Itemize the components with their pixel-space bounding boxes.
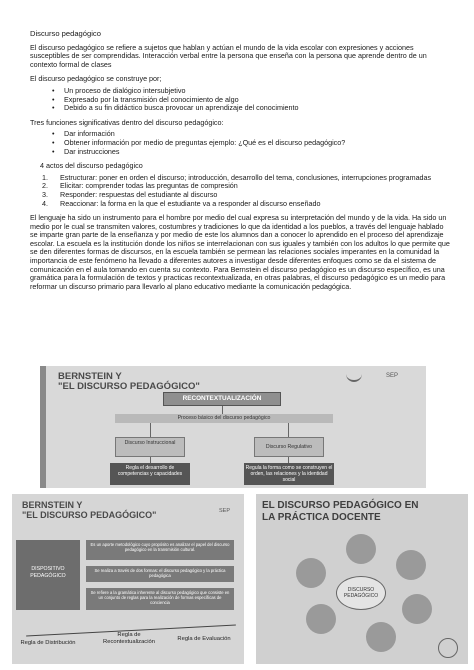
logo-text: SEP <box>385 373 398 379</box>
figure-title-line: EL DISCURSO PEDAGÓGICO EN <box>262 500 419 511</box>
intro-paragraph: El discurso pedagógico se refiere a sujetos que hablan y actúan el mundo de la vida escolar con expresiones y acciones susceptibles de ser comprendidas. Interacción verbal entre la persona que enseña con la persona que aprende dentro de un contexto formal de clases <box>30 42 427 69</box>
dispositivo-box: DISPOSITIVO PEDAGÓGICO <box>16 540 80 610</box>
list-item: • Dar información <box>52 130 450 139</box>
regla-label: Regla de Recontextualización <box>103 632 155 645</box>
seal-icon <box>438 638 458 658</box>
figure-title-line: BERNSTEIN Y <box>58 371 122 382</box>
diagram-node <box>306 604 336 634</box>
construye-list <box>52 87 450 113</box>
funciones-heading: Tres funciones significativas dentro del discurso pedagógico: <box>30 117 224 127</box>
construye-heading: El discurso pedagógico se construye por; <box>30 74 162 84</box>
item-text: Estructurar: poner en orden el discurso; introducción, desarrollo del tema, conclusiones, interrupciones programadas <box>60 172 432 182</box>
description-row: Es un aporte metodológico cuyo propósito es analizar el papel del discurso pedagógico en la transmisión cultural. <box>86 540 234 560</box>
competencias-box: Regla el desarrollo de competencias y capacidades <box>110 463 190 485</box>
figure-title-line: BERNSTEIN Y <box>22 500 83 510</box>
diagram-node <box>396 550 426 580</box>
figure-title-line: LA PRÁCTICA DOCENTE <box>262 512 381 523</box>
figure-title-line: "EL DISCURSO PEDAGÓGICO" <box>58 381 200 392</box>
list-item <box>42 200 450 209</box>
item-text: Reaccionar: la forma en la que el estudiante va a responder al discurso enseñado <box>60 198 321 208</box>
figure-practica-docente <box>256 494 468 664</box>
recontextualizacion-box: RECONTEXTUALIZACIÓN <box>163 392 281 406</box>
document-text <box>30 30 450 297</box>
list-item: • Expresado por la transmisión del conocimiento de algo <box>52 96 450 105</box>
item-number: 3. <box>42 189 48 199</box>
list-item: • Un proceso de dialógico intersubjetivo <box>52 87 450 96</box>
center-node: DISCURSO PEDAGÓGICO <box>336 576 386 610</box>
figure-title <box>22 500 156 520</box>
figure-title <box>262 500 419 524</box>
accent-bar <box>40 366 46 488</box>
funciones-list <box>52 130 450 156</box>
connector-line <box>288 423 289 437</box>
item-text: Elicitar: comprender todas las preguntas de compresión <box>60 181 238 191</box>
diagram-node <box>296 558 326 588</box>
figure-bernstein-recontextualizacion <box>40 366 426 488</box>
regla-label: Regla de Distribución <box>20 640 76 646</box>
regulativo-box: Discurso Regulativo <box>254 437 324 457</box>
closing-paragraph: El lenguaje ha sido un instrumento para el hombre por medio del cual expresa su interpretación del mundo y de la vida. Ha sido un medio por le cual se transmiten valores, costumbres y tradiciones lo que da identidad a los pueblos, a través del lenguaje hablado se imparte gran parte de la enseñanza y por medio de este los alumnos dan a conocer lo aprendido en el proceso del aprendizaje escolar. La escuela es la institución donde los niños se interrelacionan con sus iguales y también con los adultos lo que permite que se den diferentes formas de discursos, en la escuela también se permean las relaciones sociales imperantes en la comunidad la importancia de este fenómeno ha llevado a diferentes autores a investigar desde diferentes enfoques como se da el sistema de comunicación en el aula tomando en cuenta su contexto. Para Bernstein el discurso pedagógico es un discurso específico, es una gramática para la formulación de textos y practicas recontextualizada, en otras palabras, el discurso pedagógico es un medio para reformar un discurso primario para llevarlo al plano educativo mediante la comunicación pedagógica. <box>30 213 450 291</box>
logo-text: SEP <box>218 508 230 514</box>
diagram-node <box>346 534 376 564</box>
description-row: Se realiza a través de dos formas: el discurso pedagógico y la práctica pedagógica <box>86 566 234 582</box>
description-row: Se refiere a la gramática inherente al discurso pedagógico que consiste en un conjunto de reglas para la realización de formas específicas de conciencia <box>86 588 234 610</box>
figure-title <box>58 372 200 392</box>
actos-heading: 4 actos del discurso pedagógico <box>40 161 143 171</box>
orden-box: Regula la forma como se construyen el orden, las relaciones y la identidad social <box>245 465 333 483</box>
connector-line <box>222 406 223 414</box>
item-text: Responder: respuestas del estudiante al discurso <box>60 189 218 199</box>
instruccional-box: Discurso Instruccional <box>115 437 185 457</box>
document-title: Discurso pedagógico <box>30 29 101 38</box>
figure-dispositivo-pedagogico <box>12 494 244 664</box>
logo-icon <box>346 372 362 382</box>
diagram-node <box>402 594 432 624</box>
regla-label: Regla de Evaluación <box>177 636 231 642</box>
actos-list <box>42 174 450 208</box>
item-number: 1. <box>42 172 48 182</box>
item-number: 4. <box>42 198 48 208</box>
item-number: 2. <box>42 181 48 191</box>
list-item: • Obtener información por medio de preguntas ejemplo: ¿Qué es el discurso pedagógico? <box>52 139 450 148</box>
list-item: • Debido a su fin didáctico busca provocar un aprendizaje del conocimiento <box>52 104 450 113</box>
list-item: • Dar instrucciones <box>52 148 450 157</box>
connector-line <box>150 423 151 437</box>
figure-title-line: "EL DISCURSO PEDAGÓGICO" <box>22 510 157 520</box>
diagram-node <box>366 622 396 652</box>
proceso-bar: Proceso básico del discurso pedagógico <box>115 414 333 423</box>
